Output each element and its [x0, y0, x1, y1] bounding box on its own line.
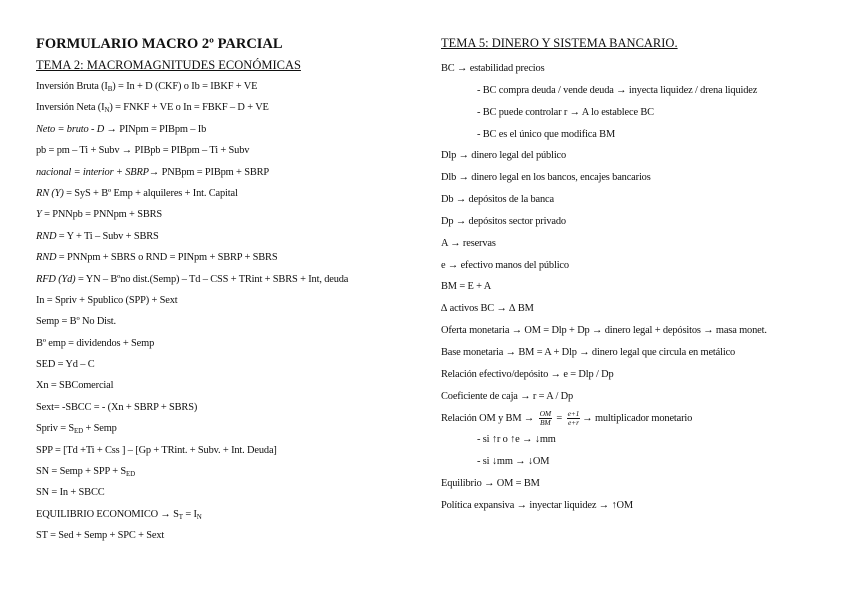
section-heading-tema5: TEMA 5: DINERO Y SISTEMA BANCARIO. — [441, 36, 678, 50]
formula-line: Base monetaria → BM = A + Dlp → dinero legal que circula en metálico — [441, 346, 736, 358]
left-column — [36, 34, 428, 547]
formula-line: Dlb → dinero legal en los bancos, encajes bancarios — [441, 172, 651, 184]
formula-line: Neto = bruto - D → PINpm = PIBpm – Ib — [36, 123, 207, 135]
right-column — [441, 34, 841, 517]
formula-line: In = Spriv + Spublico (SPP) + Sext — [36, 294, 178, 306]
formula-line: Inversión Bruta $(I_B) = In + D$ (CKF) o Ib = IBKF + VE — [36, 81, 258, 93]
formula-line: Db → depósitos de la banca — [441, 194, 554, 206]
page-title: FORMULARIO MACRO 2º PARCIAL — [36, 36, 283, 52]
formula-line: BC → estabilidad precios — [441, 63, 545, 74]
formula-line: SN = Semp + SPP + $S_{ED}$ — [36, 466, 136, 479]
formula-line: Equilibrio → OM = BM — [441, 478, 540, 490]
formula-line: pb = pm – Ti + Subv → PIBpb = PIBpm – Ti + Subv — [36, 145, 250, 157]
formula-line: - si ↑r o ↑e → ↓mm — [477, 434, 556, 446]
formula-line: - si ↓mm → ↓OM — [477, 456, 550, 468]
formula-line: Oferta monetaria → OM = Dlp + Dp → dinero legal + depósitos → masa monet. — [441, 325, 767, 337]
formula-line: nacional = interior + SBRP→ PNBpm = PIBpm + SBRP — [36, 166, 270, 178]
formula-line: RFD (Yd) = YN – Bºno dist.(Semp) – Td – CSS + TRint + SBRS + Int, deuda — [36, 273, 349, 285]
formula-line: BM = E + A — [441, 281, 492, 293]
formula-line: ∆ activos BC → ∆ BM — [441, 303, 534, 315]
formula-line: RND = Y + Ti – Subv + SBRS — [36, 230, 159, 242]
formula-line: Spriv = $S_{ED}$ + Semp — [36, 423, 117, 436]
formula-line: - BC compra deuda / vende deuda → inyecta liquidez / drena liquidez — [477, 84, 758, 96]
formula-line: Xn = SBComercial — [36, 380, 114, 392]
formula-line: Dlp → dinero legal del público — [441, 150, 567, 162]
formula-line: Relación OM y BM → $\frac{OM}{BM}$ = $\frac{e+1}{e+r}$ → multiplicador monetario — [441, 408, 693, 427]
formula-line: SED = Yd – C — [36, 359, 95, 371]
formula-line: - BC es el único que modifica BM — [477, 128, 616, 140]
formula-line: Coeficiente de caja → r = A / Dp — [441, 390, 574, 402]
formula-line: A → reservas — [441, 237, 496, 249]
formula-line: SN = In + SBCC — [36, 487, 105, 499]
formula-line: ST = Sed + Semp + SPC + Sext — [36, 530, 165, 542]
formula-line: SPP = [Td +Ti + Css ] – [Gp + TRint. + Subv. + Int. Deuda] — [36, 444, 277, 456]
fraction-multiplier: $\frac{e+1}{e+r}$ — [567, 408, 580, 427]
formula-line: - BC puede controlar r → A lo establece BC — [477, 106, 654, 118]
formula-line: Y = PNNpb = PNNpm + SBRS — [36, 209, 163, 221]
formula-line: Política expansiva → inyectar liquidez → ↑OM — [441, 499, 633, 511]
formula-line: Dp → depósitos sector privado — [441, 215, 566, 227]
formula-line: RND = PNNpm + SBRS o RND = PINpm + SBRP + SBRS — [36, 252, 278, 264]
formula-line: Relación efectivo/depósito → e = Dlp / Dp — [441, 368, 614, 380]
formula-line: Sext= -SBCC = - (Xn + SBRP + SBRS) — [36, 401, 198, 413]
fraction-om-bm: $\frac{OM}{BM}$ — [539, 408, 551, 427]
formula-line: e → efectivo manos del público — [441, 259, 569, 271]
formula-line: Semp = Bº No Dist. — [36, 316, 116, 328]
formula-line: EQUILIBRIO ECONOMICO → $S_T = I_N$ — [36, 508, 202, 521]
formula-line: Inversión Neta $(I_N)$ = FNKF + VE o In = FBKF – D + VE — [36, 102, 269, 115]
formula-line: Bº emp = dividendos + Semp — [36, 337, 155, 349]
section-heading-tema2: TEMA 2: MACROMAGNITUDES ECONÓMICAS — [36, 58, 301, 72]
formula-line: RN (Y) = SyS + Bº Emp + alquileres + Int. Capital — [36, 187, 238, 199]
